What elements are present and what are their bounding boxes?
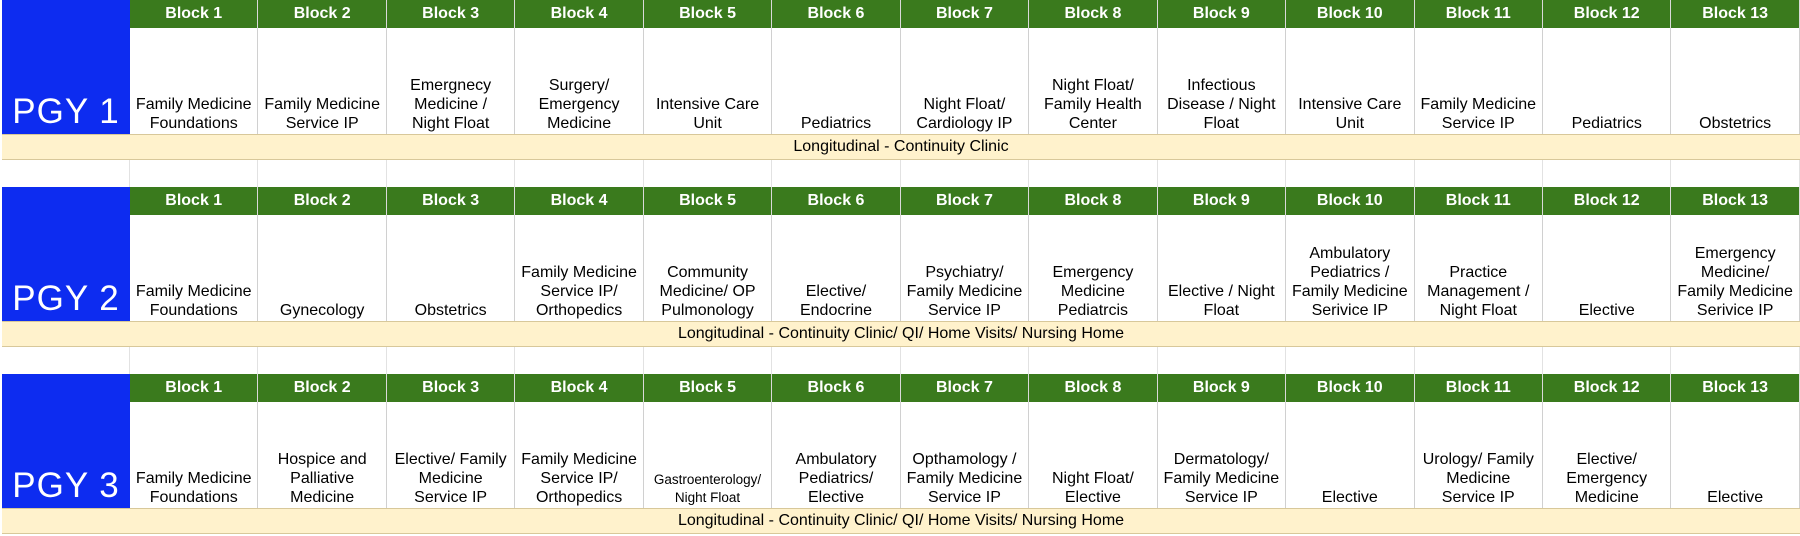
rotation-cell: Family Medicine Foundations <box>130 28 258 134</box>
block-header-row <box>130 374 1800 402</box>
rotation-cell: Psychiatry/ Family Medicine Service IP <box>901 215 1029 321</box>
rotation-cell: Emergency Medicine/ Family Medicine Serivice IP <box>1671 215 1799 321</box>
block-header: Block 1 <box>130 187 258 215</box>
rotation-cell: Family Medicine Foundations <box>130 402 258 508</box>
rotation-cell: Elective / Night Float <box>1158 215 1286 321</box>
rotation-row <box>130 402 1800 508</box>
pgy-label: PGY 2 <box>2 187 130 321</box>
rotation-cell: Opthamology / Family Medicine Service IP <box>901 402 1029 508</box>
rotation-cell: Pediatrics <box>772 28 900 134</box>
rotation-cell: Family Medicine Foundations <box>130 215 258 321</box>
rotation-row <box>130 215 1800 321</box>
block-header: Block 1 <box>130 374 258 402</box>
rotation-cell: Family Medicine Service IP/ Orthopedics <box>515 402 643 508</box>
rotation-cell: Surgery/ Emergency Medicine <box>515 28 643 134</box>
pgy-label: PGY 1 <box>2 0 130 134</box>
block-header: Block 11 <box>1415 187 1543 215</box>
block-header: Block 3 <box>387 0 515 28</box>
block-header: Block 11 <box>1415 374 1543 402</box>
rotation-row <box>130 28 1800 134</box>
block-header: Block 13 <box>1671 187 1799 215</box>
rotation-cell: Night Float/ Cardiology IP <box>901 28 1029 134</box>
rotation-cell: Night Float/ Family Health Center <box>1029 28 1157 134</box>
block-header: Block 12 <box>1543 187 1671 215</box>
rotation-cell: Elective/ Emergency Medicine <box>1543 402 1671 508</box>
longitudinal-band: Longitudinal - Continuity Clinic <box>2 134 1800 160</box>
rotation-cell: Urology/ Family Medicine Service IP <box>1415 402 1543 508</box>
rotation-cell: Gastroenterology/ Night Float <box>644 402 772 508</box>
block-header-row <box>130 0 1800 28</box>
rotation-cell: Infectious Disease / Night Float <box>1158 28 1286 134</box>
block-header: Block 7 <box>901 0 1029 28</box>
block-header: Block 4 <box>515 374 643 402</box>
block-header: Block 3 <box>387 187 515 215</box>
block-header: Block 13 <box>1671 0 1799 28</box>
block-header: Block 8 <box>1029 187 1157 215</box>
rotation-cell: Emergency Medicine Pediatrcis <box>1029 215 1157 321</box>
longitudinal-band: Longitudinal - Continuity Clinic/ QI/ Home Visits/ Nursing Home <box>2 321 1800 347</box>
block-header: Block 11 <box>1415 0 1543 28</box>
rotation-cell: Ambulatory Pediatrics / Family Medicine Serivice IP <box>1286 215 1414 321</box>
block-header: Block 1 <box>130 0 258 28</box>
block-header-row <box>130 187 1800 215</box>
spacer-row <box>0 347 1800 374</box>
rotation-cell: Elective <box>1286 402 1414 508</box>
rotation-cell: Family Medicine Service IP <box>1415 28 1543 134</box>
rotation-cell: Night Float/ Elective <box>1029 402 1157 508</box>
block-header: Block 4 <box>515 0 643 28</box>
block-header: Block 8 <box>1029 0 1157 28</box>
block-header: Block 2 <box>258 187 386 215</box>
block-header: Block 8 <box>1029 374 1157 402</box>
rotation-cell: Obstetrics <box>1671 28 1799 134</box>
rotation-cell: Community Medicine/ OP Pulmonology <box>644 215 772 321</box>
rotation-cell: Intensive Care Unit <box>1286 28 1414 134</box>
block-header: Block 7 <box>901 187 1029 215</box>
rotation-cell: Elective <box>1543 215 1671 321</box>
rotation-cell: Dermatology/ Family Medicine Service IP <box>1158 402 1286 508</box>
rotation-cell: Family Medicine Service IP <box>258 28 386 134</box>
block-header: Block 6 <box>772 187 900 215</box>
rotation-cell: Ambulatory Pediatrics/ Elective <box>772 402 900 508</box>
spacer-row <box>0 160 1800 187</box>
block-header: Block 6 <box>772 0 900 28</box>
block-header: Block 10 <box>1286 0 1414 28</box>
block-header: Block 9 <box>1158 187 1286 215</box>
block-header: Block 2 <box>258 0 386 28</box>
block-header: Block 12 <box>1543 0 1671 28</box>
block-header: Block 7 <box>901 374 1029 402</box>
pgy-label: PGY 3 <box>2 374 130 508</box>
block-header: Block 5 <box>644 374 772 402</box>
block-header: Block 12 <box>1543 374 1671 402</box>
longitudinal-band: Longitudinal - Continuity Clinic/ QI/ Home Visits/ Nursing Home <box>2 508 1800 534</box>
rotation-cell: Family Medicine Service IP/ Orthopedics <box>515 215 643 321</box>
block-header: Block 10 <box>1286 187 1414 215</box>
block-header: Block 2 <box>258 374 386 402</box>
block-header: Block 6 <box>772 374 900 402</box>
block-header: Block 5 <box>644 0 772 28</box>
rotation-cell: Elective/ Family Medicine Service IP <box>387 402 515 508</box>
block-header: Block 4 <box>515 187 643 215</box>
rotation-cell: Gynecology <box>258 215 386 321</box>
block-header: Block 10 <box>1286 374 1414 402</box>
rotation-cell: Practice Management / Night Float <box>1415 215 1543 321</box>
rotation-cell: Intensive Care Unit <box>644 28 772 134</box>
block-header: Block 9 <box>1158 374 1286 402</box>
rotation-cell: Elective/ Endocrine <box>772 215 900 321</box>
rotation-cell: Emergnecy Medicine / Night Float <box>387 28 515 134</box>
block-header: Block 9 <box>1158 0 1286 28</box>
block-header: Block 5 <box>644 187 772 215</box>
rotation-cell: Hospice and Palliative Medicine <box>258 402 386 508</box>
block-header: Block 13 <box>1671 374 1799 402</box>
rotation-cell: Obstetrics <box>387 215 515 321</box>
block-header: Block 3 <box>387 374 515 402</box>
rotation-cell: Elective <box>1671 402 1799 508</box>
rotation-cell: Pediatrics <box>1543 28 1671 134</box>
